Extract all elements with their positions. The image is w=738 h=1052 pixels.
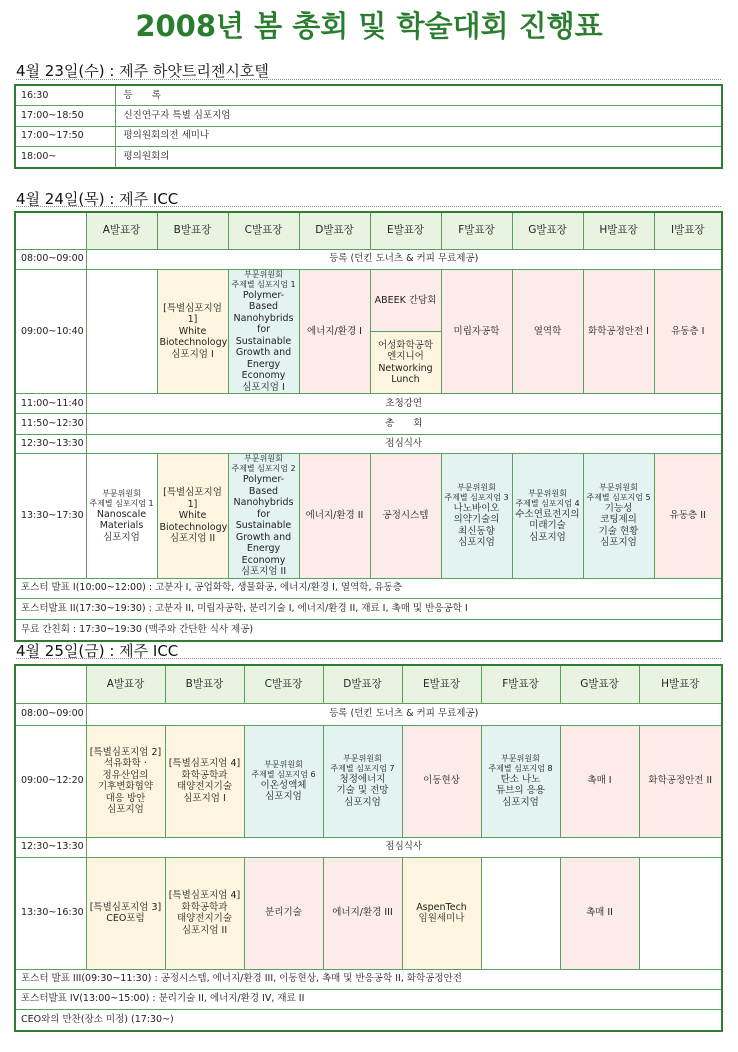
session-b [157, 269, 228, 394]
session-line: 심포지엄 [344, 796, 381, 808]
day2-table [14, 211, 723, 642]
session-line: 수소연료전지의 [515, 508, 580, 520]
event-cell: 평의원회의전 세미나 [115, 126, 722, 146]
session-tag: 부문위원회 [264, 759, 303, 769]
session-e: 이동현상 [402, 725, 481, 837]
session-a [86, 857, 165, 969]
session-line: 대응 방안 [105, 792, 146, 804]
session-tag: 주제별 심포지엄 4 [515, 498, 580, 508]
room-header: F발표장 [441, 212, 512, 249]
session-line: Polymer-Based [242, 474, 285, 497]
session-c [228, 269, 299, 394]
table-row [15, 578, 722, 598]
table-row [15, 414, 722, 435]
session-d [323, 725, 402, 837]
session-line: Networking [378, 362, 433, 374]
session-d: 에너지/환경 II [299, 454, 370, 579]
session-g: 촉매 II [560, 857, 639, 969]
room-header: H발표장 [639, 665, 722, 703]
session-line: 의약기술의 [453, 514, 500, 526]
table-row [15, 837, 722, 857]
session-c: 분리기술 [244, 857, 323, 969]
session-line: 심포지엄 [458, 537, 495, 549]
session-f [481, 857, 560, 969]
session-h: 화학공정안전 II [639, 725, 722, 837]
session-i: 유동층 II [654, 454, 722, 579]
event-cell: 신진연구자 특별 심포지엄 [115, 105, 722, 126]
session-b [165, 857, 244, 969]
session-tag: 주제별 심포지엄 1 [231, 279, 296, 289]
room-header: B발표장 [157, 212, 228, 249]
session-line: Lunch [391, 374, 420, 386]
session-d: 에너지/환경 III [323, 857, 402, 969]
room-header: C발표장 [244, 665, 323, 703]
room-header: D발표장 [299, 212, 370, 249]
session-line: Biotechnology [159, 337, 228, 348]
session-line: 화학공학과 [181, 769, 228, 781]
room-header: E발표장 [370, 212, 441, 249]
table-row [15, 989, 722, 1009]
session-line: 코팅제의 [600, 514, 637, 526]
time-cell: 16:30 [15, 85, 115, 105]
session-line: 기술 및 전망 [336, 785, 389, 797]
session-f [481, 725, 560, 837]
registration-cell: 등록 (던킨 도너츠 & 커피 무료제공) [86, 249, 722, 269]
session-line: Biotechnology [159, 521, 228, 533]
time-cell: 17:00~18:50 [15, 105, 115, 126]
session-tag: 주제별 심포지엄 3 [444, 492, 509, 502]
table-row [15, 725, 722, 837]
session-tag: [특별심포지엄 4] [168, 758, 241, 769]
note-row: 포스터 발표 I(10:00~12:00) : 고분자 I, 공업화학, 생물화공, 에너지/환경 I, 열역학, 유동층 [15, 578, 722, 598]
session-line: 최신동향 [458, 525, 495, 537]
session-line: 이온성액체 [260, 779, 307, 791]
session-line: Nanohybrids for [233, 497, 294, 520]
room-header: I발표장 [654, 212, 722, 249]
time-cell: 09:00~10:40 [15, 269, 86, 394]
note-row: 포스터 발표 III(09:30~11:30) : 공정시스템, 에너지/환경 III, 이동현상, 촉매 및 반응공학 II, 화학공정안전 [15, 969, 722, 989]
session-line: Sustainable [235, 335, 292, 347]
table-row [15, 598, 722, 619]
note-row: 포스터발표 IV(13:00~15:00) : 분리기술 II, 에너지/환경 IV, 재료 II [15, 989, 722, 1009]
room-header-row [15, 665, 722, 703]
session-h [583, 454, 654, 579]
registration-cell: 등록 (던킨 도너츠 & 커피 무료제공) [86, 703, 722, 725]
session-tag: 부문위원회 [102, 488, 141, 498]
table-row [15, 619, 722, 641]
room-header: C발표장 [228, 212, 299, 249]
room-header: G발표장 [512, 212, 583, 249]
room-header: B발표장 [165, 665, 244, 703]
room-header: F발표장 [481, 665, 560, 703]
lunch-cell: 점심식사 [86, 837, 722, 857]
room-header: G발표장 [560, 665, 639, 703]
session-line: Nanoscale [96, 508, 147, 520]
table-row [15, 454, 722, 579]
session-line: 심포지엄 II [169, 533, 216, 544]
session-line: White [178, 325, 207, 337]
session-line: 심포지엄 [502, 796, 539, 808]
session-tag: [특별심포지엄 1] [163, 487, 222, 510]
session-line: 미래기술 [529, 520, 566, 531]
time-cell: 09:00~12:20 [15, 725, 86, 837]
lunch-cell: 점심식사 [86, 435, 722, 454]
session-line: 튜브의 응용 [496, 785, 545, 797]
session-tag: 주제별 심포지엄 2 [231, 464, 296, 473]
session-line: 심포지엄 II [181, 924, 228, 936]
session-e-bottom [370, 332, 441, 394]
session-line: CEO포럼 [106, 913, 145, 924]
time-cell: 11:00~11:40 [15, 394, 86, 414]
session-a [86, 269, 157, 394]
session-a [86, 454, 157, 579]
session-line: 심포지엄 I [171, 348, 214, 360]
session-tag: [특별심포지엄 1] [163, 302, 222, 325]
table-row [15, 703, 722, 725]
time-cell: 12:30~13:30 [15, 435, 86, 454]
table-row [15, 394, 722, 414]
session-b [165, 725, 244, 837]
table-row [15, 105, 722, 126]
session-line: 심포지엄 I [242, 381, 285, 393]
session-line: 석유화학 · [104, 758, 147, 769]
session-line: 정유산업의 [102, 769, 149, 781]
session-tag: 부문위원회 [343, 753, 382, 763]
plenary-cell: 초청강연 [86, 394, 722, 414]
session-line: 심포지엄 I [183, 792, 226, 804]
session-line: 기술 현황 [598, 525, 639, 537]
session-tag: 주제별 심포지엄 7 [330, 763, 395, 773]
session-line: 태양전지기술 [176, 781, 233, 792]
session-b [157, 454, 228, 579]
table-row [15, 857, 722, 969]
table-row [15, 269, 722, 332]
table-row [15, 85, 722, 105]
table-row [15, 146, 722, 168]
day3-table [14, 664, 723, 1032]
session-line: 탄소 나노 [500, 773, 541, 785]
corner-cell [15, 665, 86, 703]
session-line: 심포지엄 [103, 531, 140, 543]
session-line: 화학공학과 [181, 901, 228, 913]
divider [16, 79, 721, 80]
session-i: 유동층 I [654, 269, 722, 394]
session-tag: 주제별 심포지엄 8 [488, 763, 553, 773]
session-f [441, 454, 512, 579]
corner-cell [15, 212, 86, 249]
session-g: 촉매 I [560, 725, 639, 837]
general-meeting-cell: 총 회 [86, 414, 722, 435]
session-line: Energy Economy [241, 543, 286, 566]
session-tag: 주제별 심포지엄 6 [251, 769, 316, 779]
session-line: AspenTech [416, 901, 467, 913]
time-cell: 12:30~13:30 [15, 837, 86, 857]
session-line: White [178, 510, 207, 521]
session-line: Growth and [235, 347, 292, 358]
note-row: 포스터발표 II(17:30~19:30) : 고분자 II, 미립자공학, 분리기술 I, 에너지/환경 II, 재료 I, 촉매 및 반응공학 I [15, 598, 722, 619]
day1-table [14, 84, 723, 169]
session-a [86, 725, 165, 837]
session-f: 미립자공학 [441, 269, 512, 394]
time-cell: 13:30~16:30 [15, 857, 86, 969]
session-line: Polymer-Based [242, 289, 285, 312]
time-cell: 11:50~12:30 [15, 414, 86, 435]
session-line: Sustainable [235, 520, 292, 531]
session-tag: [특별심포지엄 4] [168, 890, 241, 901]
session-line: Materials [99, 520, 144, 531]
session-line: Energy Economy [241, 358, 286, 381]
session-c [244, 725, 323, 837]
session-line: Growth and [235, 531, 292, 543]
session-e [402, 857, 481, 969]
session-line: 태양전지기술 [176, 913, 233, 924]
divider [16, 206, 721, 207]
session-line: 나노바이오 [453, 502, 500, 514]
time-cell: 13:30~17:30 [15, 454, 86, 579]
table-row [15, 126, 722, 146]
session-line: 심포지엄 [600, 537, 637, 549]
session-tag: 부문위원회 [528, 488, 567, 498]
table-row [15, 249, 722, 269]
session-e-top: ABEEK 간담회 [370, 269, 441, 332]
day2-heading: 4월 24일(목) : 제주 ICC [16, 190, 179, 208]
session-g: 열역학 [512, 269, 583, 394]
session-tag: [특별심포지엄 2] [89, 746, 162, 758]
room-header: A발표장 [86, 665, 165, 703]
time-cell: 08:00~09:00 [15, 249, 86, 269]
time-cell: 18:00~ [15, 146, 115, 168]
session-tag: [특별심포지엄 3] [89, 901, 162, 913]
session-c [228, 454, 299, 579]
room-header: E발표장 [402, 665, 481, 703]
session-e: 공정시스템 [370, 454, 441, 579]
table-row [15, 435, 722, 454]
session-tag: 부문위원회 [244, 269, 283, 279]
session-line: 어성화학공학 [377, 339, 434, 351]
page-title: 2008년 봄 총회 및 학술대회 진행표 [135, 9, 603, 43]
session-h: 화학공정안전 I [583, 269, 654, 394]
session-line: 청정에너지 [339, 773, 386, 785]
session-line: Nanohybrids for [233, 312, 294, 335]
session-line: 임원세미나 [418, 913, 465, 924]
session-tag: 주제별 심포지엄 5 [586, 492, 651, 502]
note-row: CEO와의 만찬(장소 미정) (17:30~) [15, 1009, 722, 1031]
divider [16, 658, 721, 659]
day3-heading: 4월 25일(금) : 제주 ICC [16, 642, 179, 660]
room-header: D발표장 [323, 665, 402, 703]
session-line: 심포지엄 II [240, 566, 287, 577]
event-cell: 평의원회의 [115, 146, 722, 168]
room-header-row [15, 212, 722, 249]
day1-heading: 4월 23일(수) : 제주 하얏트리젠시호텔 [16, 62, 269, 80]
room-header: A발표장 [86, 212, 157, 249]
room-header: H발표장 [583, 212, 654, 249]
session-line: 기후변화협약 [97, 781, 154, 792]
session-g [512, 454, 583, 579]
session-line: 기능성 [604, 502, 633, 514]
session-line: 심포지엄 [529, 531, 566, 543]
time-cell: 08:00~09:00 [15, 703, 86, 725]
table-row [15, 969, 722, 989]
session-line: 심포지엄 [265, 791, 302, 802]
session-tag: 주제별 심포지엄 1 [89, 498, 154, 508]
session-h [639, 857, 722, 969]
table-row [15, 1009, 722, 1031]
event-cell: 등 록 [115, 85, 722, 105]
session-tag: 부문위원회 [501, 753, 540, 763]
session-tag: 부문위원회 [457, 482, 496, 492]
session-tag: 부문위원회 [599, 482, 638, 492]
session-line: 심포지엄 [107, 804, 144, 815]
time-cell: 17:00~17:50 [15, 126, 115, 146]
session-d: 에너지/환경 I [299, 269, 370, 394]
session-line: 엔지니어 [387, 351, 424, 363]
session-tag: 부문위원회 [244, 454, 283, 463]
note-row: 무료 간친회 : 17:30~19:30 (맥주와 간단한 식사 제공) [15, 619, 722, 641]
